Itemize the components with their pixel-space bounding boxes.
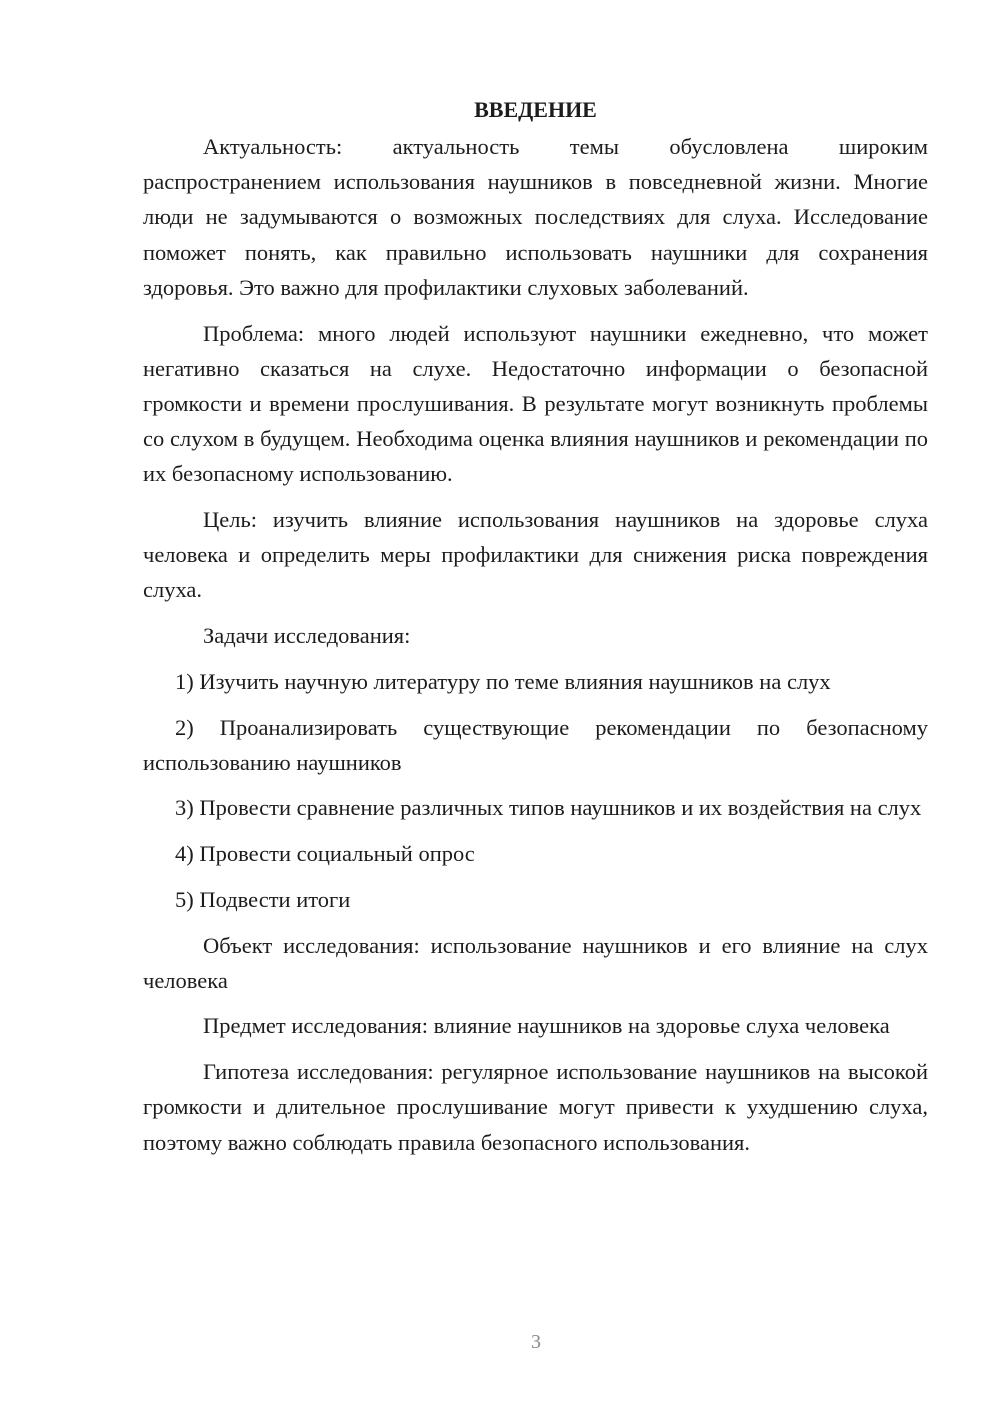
page-number: 3 — [531, 1331, 541, 1353]
document-page — [143, 92, 928, 1170]
paragraph-problem: Проблема: много людей используют наушники ежедневно, что может негативно сказаться на слухе. Недостаточно информации о безопасной громкости и времени прослушивания. В результате могут возникнуть проблемы со слухом в будущем. Необходима оценка влияния наушников и рекомендации по их безопасному использованию. — [143, 320, 928, 487]
task-item-5: 5) Подвести итоги — [175, 886, 351, 912]
paragraph-relevance: Актуальность: актуальность темы обусловлена широким распространением использования наушников в повседневной жизни. Многие люди не задумываются о возможных последствиях для слуха. Исследование поможет понять, как правильно использовать наушники для сохранения здоровья. Это важно для профилактики слуховых заболеваний. — [143, 134, 928, 300]
paragraph-subject: Предмет исследования: влияние наушников на здоровье слуха человека — [203, 1013, 890, 1039]
document-title: ВВЕДЕНИЕ — [474, 97, 597, 122]
tasks-heading: Задачи исследования: — [203, 623, 411, 649]
task-item-2: 2) Проанализировать существующие рекомендации по безопасному использованию наушников — [143, 714, 928, 775]
task-item-3: 3) Провести сравнение различных типов наушников и их воздействия на слух — [175, 795, 922, 821]
paragraph-goal: Цель: изучить влияние использования наушников на здоровье слуха человека и определить меры профилактики для снижения риска повреждения слуха. — [143, 507, 928, 603]
task-item-1: 1) Изучить научную литературу по теме влияния наушников на слух — [175, 668, 831, 694]
paragraph-object: Объект исследования: использование наушников и его влияние на слух человека — [143, 932, 928, 993]
task-item-4: 4) Провести социальный опрос — [175, 841, 475, 867]
paragraph-hypothesis: Гипотеза исследования: регулярное использование наушников на высокой громкости и длительное прослушивание могут привести к ухудшению слуха, поэтому важно соблюдать правила безопасного использования. — [143, 1059, 928, 1155]
